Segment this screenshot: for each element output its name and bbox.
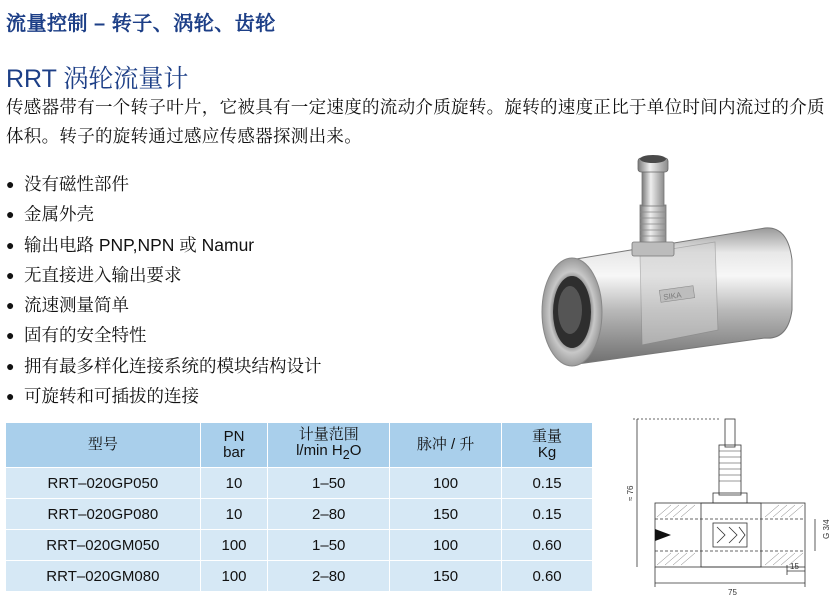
feature-item: ● 流速测量简单 [6, 290, 322, 320]
cell-pulse: 100 [390, 530, 502, 561]
col-header-model: 型号 [6, 423, 200, 468]
cell-weight: 0.15 [502, 468, 592, 499]
col-header-weight: 重量 Kg [502, 423, 592, 468]
feature-item: ● 可旋转和可插拔的连接 [6, 381, 322, 411]
cell-range: 2–80 [268, 499, 390, 530]
bullet-icon: ● [6, 357, 15, 374]
cell-pn: 10 [200, 468, 268, 499]
cell-model: RRT–020GM050 [6, 530, 200, 561]
body-engraving: SIKA [662, 290, 683, 302]
dim-end: 15 [790, 562, 799, 571]
dimension-drawing [625, 415, 840, 601]
bullet-icon: ● [6, 266, 15, 283]
cell-range: 1–50 [268, 530, 390, 561]
table-row [6, 499, 592, 530]
cell-model: RRT–020GM080 [6, 561, 200, 592]
feature-item: ● 拥有最多样化连接系统的模块结构设计 [6, 351, 322, 381]
dim-height: ≈ 76 [626, 485, 635, 501]
feature-item: ● 无直接进入输出要求 [6, 260, 322, 290]
product-title: RRT 涡轮流量计 [6, 65, 189, 93]
cell-weight: 0.15 [502, 499, 592, 530]
cell-pn: 100 [200, 561, 268, 592]
bullet-icon: ● [6, 297, 15, 314]
feature-item: ● 没有磁性部件 [6, 169, 322, 199]
cell-model: RRT–020GP080 [6, 499, 200, 530]
product-description: 传感器带有一个转子叶片，它被具有一定速度的流动介质旋转。旋转的速度正比于单位时间内流过的介质体积。转子的旋转通过感应传感器探测出来。 [6, 97, 825, 146]
table-row [6, 561, 592, 592]
cell-pn: 10 [200, 499, 268, 530]
cell-pulse: 150 [390, 561, 502, 592]
col-header-range: 计量范围 l/min $H_2O$ [268, 423, 390, 468]
table-row [6, 468, 592, 499]
flow-arrow-icon [655, 529, 671, 541]
dim-thread: G 3/4 [822, 519, 831, 539]
col-header-pn: PN bar [200, 423, 268, 468]
table-row [6, 530, 592, 561]
table-header-row [6, 423, 592, 468]
cell-weight: 0.60 [502, 530, 592, 561]
spec-table [6, 423, 592, 591]
turbine-flowmeter-photo [530, 150, 840, 375]
col-header-pulse: 脉冲 / 升 [390, 423, 502, 468]
bullet-icon: ● [6, 327, 15, 344]
cell-pn: 100 [200, 530, 268, 561]
section-header-title: 流量控制 – 转子、涡轮、齿轮 [6, 13, 276, 35]
feature-item: ● 固有的安全特性 [6, 320, 322, 350]
bullet-icon: ● [6, 176, 15, 192]
cell-range: 1–50 [268, 468, 390, 499]
cell-pulse: 150 [390, 499, 502, 530]
dim-length: 75 [728, 588, 737, 597]
bullet-icon: ● [6, 236, 15, 253]
bullet-icon: ● [6, 388, 15, 405]
feature-item: ● 金属外壳 [6, 199, 322, 229]
feature-item: ● 输出电路 PNP,NPN 或 Namur [6, 230, 322, 260]
cell-range: 2–80 [268, 561, 390, 592]
cell-weight: 0.60 [502, 561, 592, 592]
cell-model: RRT–020GP050 [6, 468, 200, 499]
cell-pulse: 100 [390, 468, 502, 499]
feature-list [6, 169, 322, 411]
bullet-icon: ● [6, 206, 15, 223]
